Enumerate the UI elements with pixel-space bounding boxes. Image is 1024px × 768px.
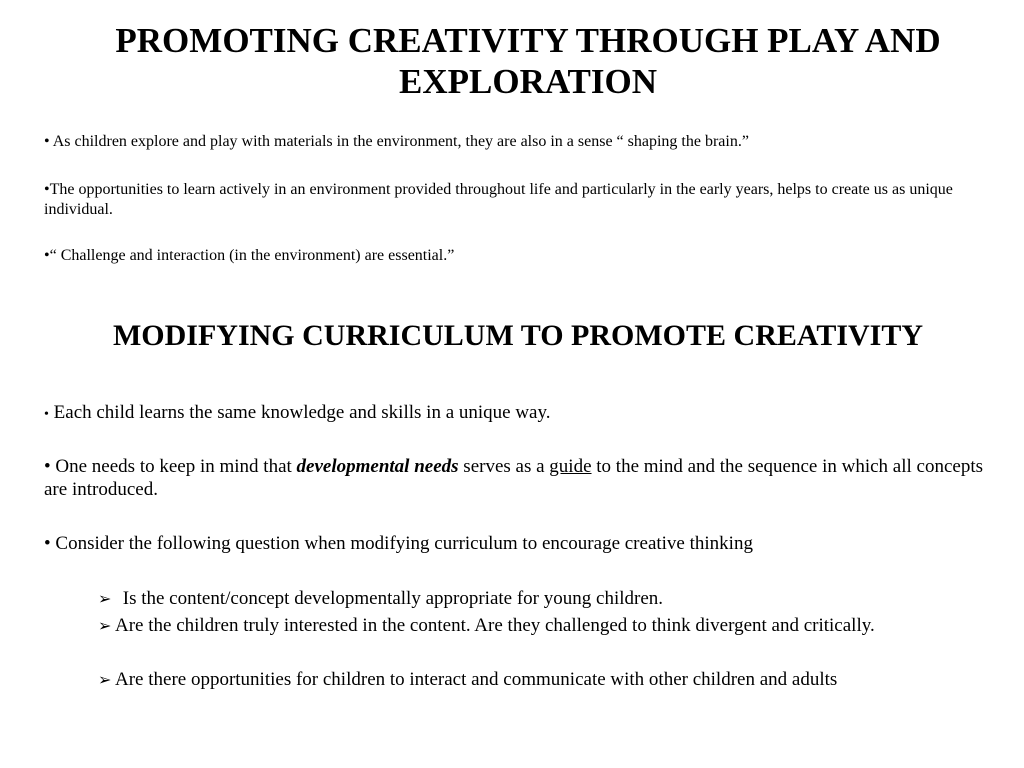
bullet-prefix: • One needs to keep in mind that (44, 456, 297, 477)
bullet-middle: serves as a (458, 456, 550, 477)
question-opportunities-interact (98, 666, 998, 694)
question-text: Are the children truly interested in the content. Are they challenged to think divergent and critically. (115, 615, 875, 636)
bullet-consider-question: • Consider the following question when modifying curriculum to encourage creative thinking (44, 533, 753, 554)
question-truly-interested (98, 612, 998, 640)
bullet-developmental-needs (44, 455, 1002, 501)
question-text: Is the content/concept developmentally appropriate for young children. (118, 588, 664, 609)
bullet-marker: • (44, 407, 49, 422)
section-title-modifying-curriculum: MODIFYING CURRICULUM TO PROMOTE CREATIVITY (112, 319, 924, 352)
bullet-each-child-learns (44, 401, 1004, 426)
slide-title-promoting-creativity: PROMOTING CREATIVITY THROUGH PLAY AND EXPLORATION (115, 21, 941, 101)
question-text: Are there opportunities for children to interact and communicate with other children and adults (115, 669, 838, 690)
bullet-suffix: to the mind and the sequence in which all concepts are introduced. (44, 456, 984, 500)
arrow-bullet-icon: ➢ (98, 672, 112, 689)
bullet-shaping-the-brain: • As children explore and play with materials in the environment, they are also in a sense “ shaping the brain.” (44, 133, 749, 150)
emphasis-developmental-needs: developmental needs (296, 456, 459, 477)
bullet-challenge-interaction: •“ Challenge and interaction (in the environment) are essential.” (44, 247, 455, 264)
bullet-text: Each child learns the same knowledge and skills in a unique way. (48, 402, 551, 423)
arrow-bullet-icon: ➢ (98, 618, 112, 635)
underlined-guide: guide (549, 456, 592, 477)
bullet-learn-actively: •The opportunities to learn actively in an environment provided throughout life and particularly in the early years, helps to create us as unique individual. (44, 181, 953, 218)
arrow-bullet-icon: ➢ (98, 591, 112, 608)
question-developmentally-appropriate (98, 585, 998, 613)
